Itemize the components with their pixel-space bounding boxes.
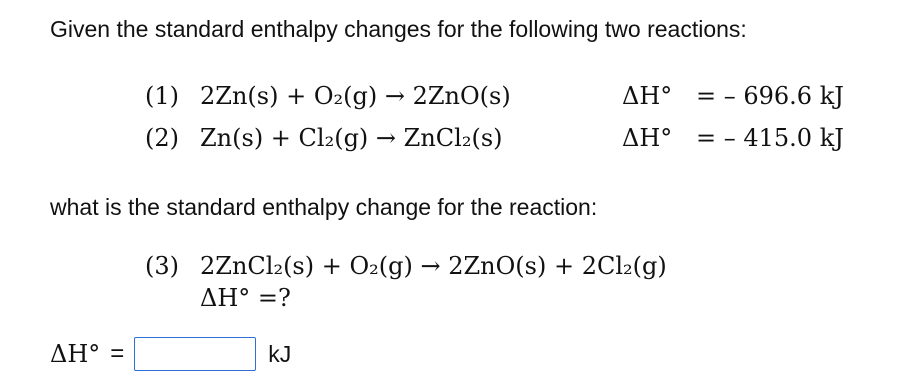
answer-input[interactable] xyxy=(134,337,256,371)
reaction-2-number: (2) xyxy=(145,124,179,152)
reaction-2-dh-value: = – 415.0 kJ xyxy=(696,124,844,152)
reaction-1-dh-label: ΔH° xyxy=(622,82,673,110)
answer-equals: = xyxy=(110,340,125,367)
reaction-2-equation: Zn(s) + Cl₂(g) → ZnCl₂(s) xyxy=(200,124,503,152)
answer-row xyxy=(50,332,291,376)
reaction-2-dh-label: ΔH° xyxy=(622,124,673,152)
reaction-3-number: (3) xyxy=(145,252,179,280)
reaction-3-equation: 2ZnCl₂(s) + O₂(g) → 2ZnO(s) + 2Cl₂(g) xyxy=(200,252,667,280)
question-intro: Given the standard enthalpy changes for the following two reactions: xyxy=(50,16,747,42)
reaction-1-equation: 2Zn(s) + O₂(g) → 2ZnO(s) xyxy=(200,82,511,110)
reaction-1-number: (1) xyxy=(145,82,179,110)
answer-unit: kJ xyxy=(268,340,292,367)
question-prompt: what is the standard enthalpy change for the reaction: xyxy=(50,194,598,220)
reaction-1-dh-value: = – 696.6 kJ xyxy=(696,82,844,110)
answer-label: ΔH° xyxy=(50,340,101,368)
reaction-3-dh-line: ΔH° =? xyxy=(200,284,291,312)
